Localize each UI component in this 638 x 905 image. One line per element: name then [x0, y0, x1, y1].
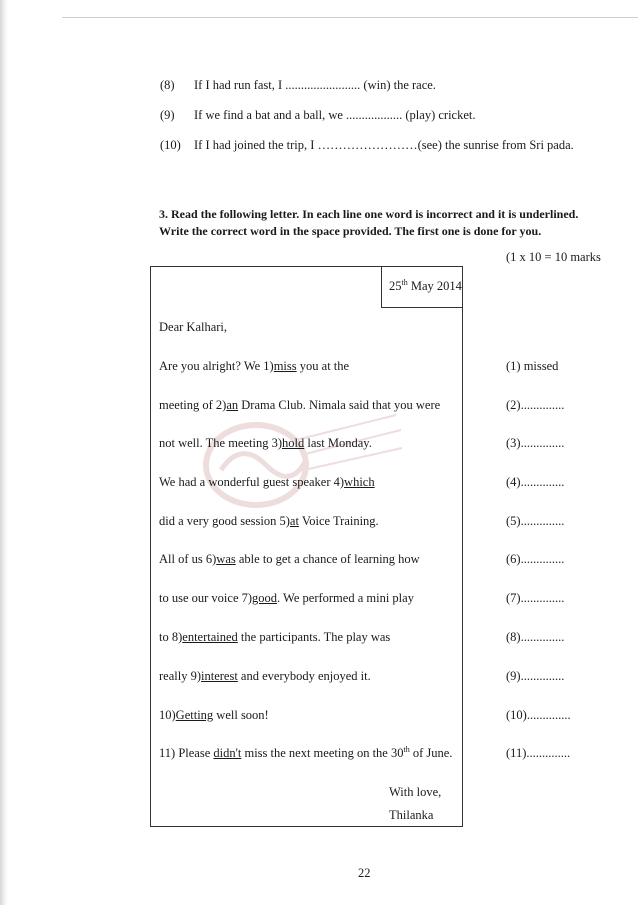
answer-slot: (4)..............: [506, 475, 565, 489]
answer-slot: (11)..............: [506, 746, 571, 760]
underlined-word: didn't: [213, 746, 242, 760]
underlined-word: which: [344, 475, 375, 489]
underlined-word: Getting: [175, 708, 214, 722]
answer-slot: (6)..............: [506, 552, 565, 566]
answer-slot: (1) missed: [506, 359, 559, 373]
answer-slot: (7)..............: [506, 591, 565, 605]
letter-line: All of us 6)was able to get a chance of learning how: [159, 552, 420, 566]
underlined-word: hold: [282, 436, 305, 450]
letter-line: did a very good session 5)at Voice Training.: [159, 514, 379, 528]
answer-slot: (5)..............: [506, 514, 565, 528]
letter-line: meeting of 2)an Drama Club. Nimala said that you were: [159, 398, 441, 412]
signature: Thilanka: [389, 808, 434, 822]
letter-line: really 9)interest and everybody enjoyed it.: [159, 669, 371, 683]
letter-line: to 8)entertained the participants. The play was: [159, 630, 391, 644]
answer-slot: (10)..............: [506, 708, 571, 722]
top-rule: [62, 17, 638, 18]
letter-line: 10)Getting well soon!: [159, 708, 269, 722]
salutation: Dear Kalhari,: [159, 320, 228, 334]
page-number: 22: [358, 866, 371, 880]
answer-slot: (2)..............: [506, 398, 565, 412]
underlined-word: at: [289, 514, 299, 528]
answer-slot: (9)..............: [506, 669, 565, 683]
item-number: (8): [160, 78, 175, 92]
scan-edge-shadow: [0, 0, 8, 905]
underlined-word: interest: [201, 669, 238, 683]
section-heading-line2: Write the correct word in the space provided. The first one is done for you.: [159, 224, 542, 238]
letter-line: to use our voice 7)good. We performed a mini play: [159, 591, 414, 605]
letter-date: 25th May 2014: [389, 278, 462, 293]
underlined-word: entertained: [182, 630, 238, 644]
item-text: If we find a bat and a ball, we .................. (play) cricket.: [194, 108, 476, 122]
underlined-word: miss: [273, 359, 297, 373]
closing: With love,: [389, 785, 442, 799]
letter-box: [150, 266, 463, 827]
answer-slot: (3)..............: [506, 436, 565, 450]
letter-line: 11) Please didn't miss the next meeting on the 30th of June.: [159, 745, 453, 760]
item-number: (9): [160, 108, 175, 122]
marks-allocation: (1 x 10 = 10 marks: [506, 250, 601, 264]
answer-slot: (8)..............: [506, 630, 565, 644]
letter-line: not well. The meeting 3)hold last Monday.: [159, 436, 372, 450]
item-text: If I had run fast, I ........................ (win) the race.: [194, 78, 436, 92]
letter-line: Are you alright? We 1)miss you at the: [159, 359, 350, 373]
section-heading-line1: 3. Read the following letter. In each line one word is incorrect and it is underlined.: [159, 207, 579, 221]
letter-line: We had a wonderful guest speaker 4)which: [159, 475, 375, 489]
item-text: If I had joined the trip, I ……………………(see) the sunrise from Sri pada.: [194, 138, 574, 152]
item-number: (10): [160, 138, 181, 152]
underlined-word: good: [252, 591, 278, 605]
watermark-stamp-icon: [196, 410, 406, 520]
underlined-word: was: [216, 552, 236, 566]
underlined-word: an: [226, 398, 239, 412]
